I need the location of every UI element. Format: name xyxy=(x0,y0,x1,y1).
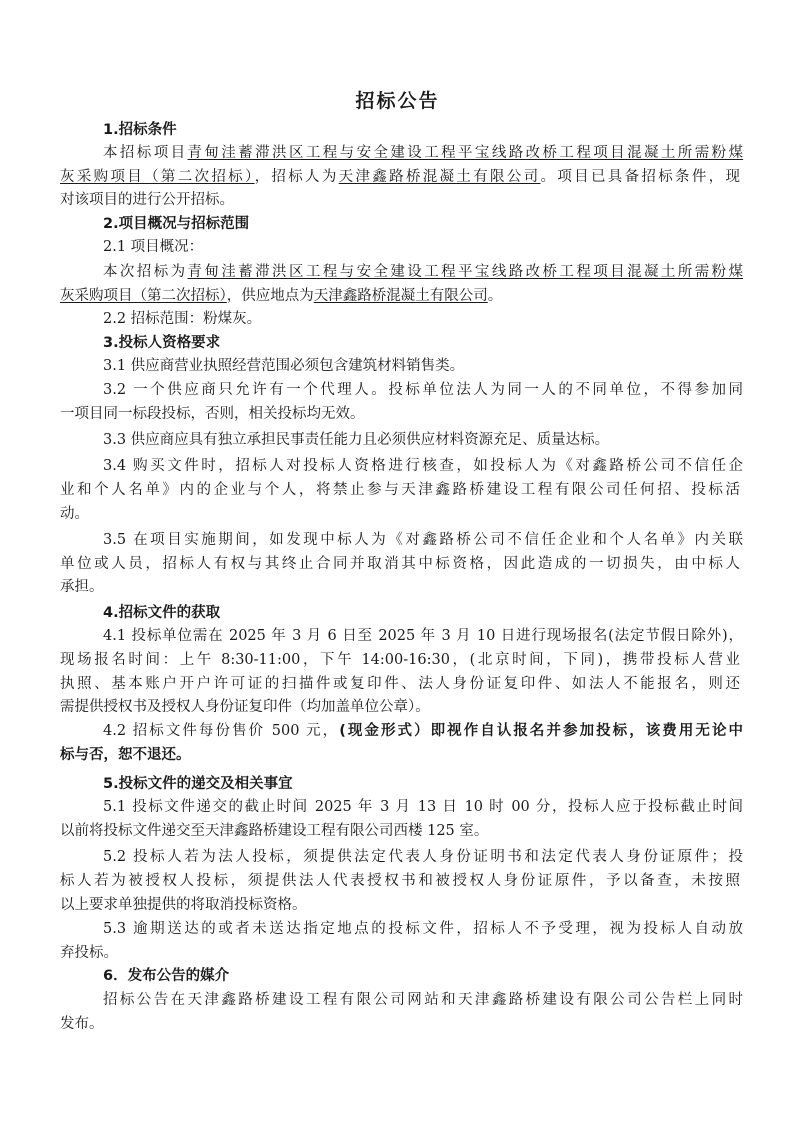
s4-p42-l1 xyxy=(103,721,743,741)
s3-p34-l2: 业和个人名单》内的企业与个人，将禁止参与天津鑫路桥建设工程有限公司任何招、投标活 xyxy=(60,482,740,498)
tenderer-name: 天津鑫路桥混凝土有限公司 xyxy=(338,169,541,185)
section-2-heading: 2.项目概况与招标范围 xyxy=(103,216,250,232)
s3-p31: 3.1 供应商营业执照经营范围必须包含建筑材料销售类。 xyxy=(103,358,465,374)
s2-intro: 本次招标为 xyxy=(103,264,188,280)
s1-text-end: 。项目已具备招标条件，现 xyxy=(540,169,741,185)
s4-p41-l3: 执照、基本账户开户许可证的扫描件或复印件、法人身份证复印件、如法人不能报名，则还 xyxy=(60,676,740,692)
s2-p1: 2.1 项目概况： xyxy=(103,239,204,255)
s1-line-1 xyxy=(103,143,743,163)
s5-p51-l1: 5.1 投标文件递交的截止时间 2025 年 3 月 13 日 10 时 00 分，投标人应于投标截止时间 xyxy=(103,799,743,815)
s2-line-2 xyxy=(60,286,740,306)
project-name-link: 青甸洼蓄滞洪区工程与安全建设工程平宝线路改桥工程项目混凝土所需粉煤 xyxy=(187,145,744,161)
s3-p35-l1: 3.5 在项目实施期间，如发现中标人为《对鑫路桥公司不信任企业和个人名单》内关联 xyxy=(103,532,743,548)
s5-p53-l1: 5.3 逾期送达的或者未送达指定地点的投标文件，招标人不予受理，视为投标人自动放 xyxy=(103,921,743,937)
section-6-heading: 6．发布公告的媒介 xyxy=(103,968,230,984)
s4-p41-l1: 4.1 投标单位需在 2025 年 3 月 6 日至 2025 年 3 月 10 日进行现场报名(法定节假日除外)， xyxy=(103,628,743,644)
s5-p53-l2: 弃投标。 xyxy=(60,945,118,961)
s2-project-name-cont: 灰采购项目（第二次招标） xyxy=(60,288,227,304)
page-title: 招标公告 xyxy=(355,90,440,112)
s5-p52-l1: 5.2 投标人若为法人投标，须提供法定代表人身份证明书和法定代表人身份证原件；投 xyxy=(103,849,743,865)
s3-p35-l3: 承担。 xyxy=(60,579,104,595)
s3-p33: 3.3 供应商应具有独立承担民事责任能力且必须供应材料资源充足、质量达标。 xyxy=(103,432,610,448)
s3-p32-l2: 一项目同一标段投标，否则，相关投标均无效。 xyxy=(60,406,365,422)
s3-p34-l3: 动。 xyxy=(60,506,89,522)
s2-p2: 2.2 招标范围：粉煤灰。 xyxy=(103,311,262,327)
s4-p41-l4: 需提供授权书及授权人身份证复印件（均加盖单位公章）。 xyxy=(60,699,430,715)
s2-project-name: 青甸洼蓄滞洪区工程与安全建设工程平宝线路改桥工程项目混凝土所需粉煤 xyxy=(187,264,744,280)
s4-price: 4.2 招标文件每份售价 500 元， xyxy=(103,723,340,739)
s5-p52-l3: 以上要求单独提供的将取消投标资格。 xyxy=(60,897,307,913)
project-name-cont: 灰采购项目（第二次招标） xyxy=(60,169,255,185)
section-5-heading: 5.投标文件的递交及相关事宜 xyxy=(103,776,293,792)
s4-p41-l2: 现场报名时间：上午 8:30-11:00，下午 14:00-16:30，(北京时间，下同)，携带投标人营业 xyxy=(60,652,740,668)
section-1-heading: 1.招标条件 xyxy=(103,122,177,138)
s1-intro: 本招标项目 xyxy=(103,145,188,161)
s5-p52-l2: 标人若为被授权人投标，须提供法人代表授权书和被授权人身份证原件，予以备查，未按照 xyxy=(60,873,740,889)
s6-p1: 招标公告在天津鑫路桥建设工程有限公司网站和天津鑫路桥建设有限公司公告栏上同时 xyxy=(103,992,743,1008)
s6-p2: 发布。 xyxy=(60,1016,104,1032)
s1-text: ，招标人为 xyxy=(254,169,339,185)
supply-place: 天津鑫路桥混凝土有限公司 xyxy=(313,288,488,304)
s2-line-1 xyxy=(103,262,743,282)
s2-text: ，供应地点为 xyxy=(226,288,314,304)
section-4-heading: 4.招标文件的获取 xyxy=(103,605,221,621)
s1-line-2 xyxy=(60,167,740,187)
section-3-heading: 3.投标人资格要求 xyxy=(103,335,221,351)
s1-line-3: 对该项目的进行公开招标。 xyxy=(60,192,234,208)
s2-text-end: 。 xyxy=(487,288,503,304)
s3-p35-l2: 单位或人员，招标人有权与其终止合同并取消其中标资格，因此造成的一切损失，由中标人 xyxy=(60,556,740,572)
s3-p34-l1: 3.4 购买文件时，招标人对投标人资格进行核查，如投标人为《对鑫路桥公司不信任企 xyxy=(103,458,743,474)
s5-p51-l2: 以前将投标文件递交至天津鑫路桥建设工程有限公司西楼 125 室。 xyxy=(60,823,489,839)
s3-p32-l1: 3.2 一个供应商只允许有一个代理人。投标单位法人为同一人的不同单位，不得参加同 xyxy=(103,382,743,398)
s4-cash-note: (现金形式）即视作自认报名并参加投标，该费用无论中 xyxy=(339,723,744,739)
s4-p42-l2: 标与否，恕不退还。 xyxy=(60,747,191,763)
